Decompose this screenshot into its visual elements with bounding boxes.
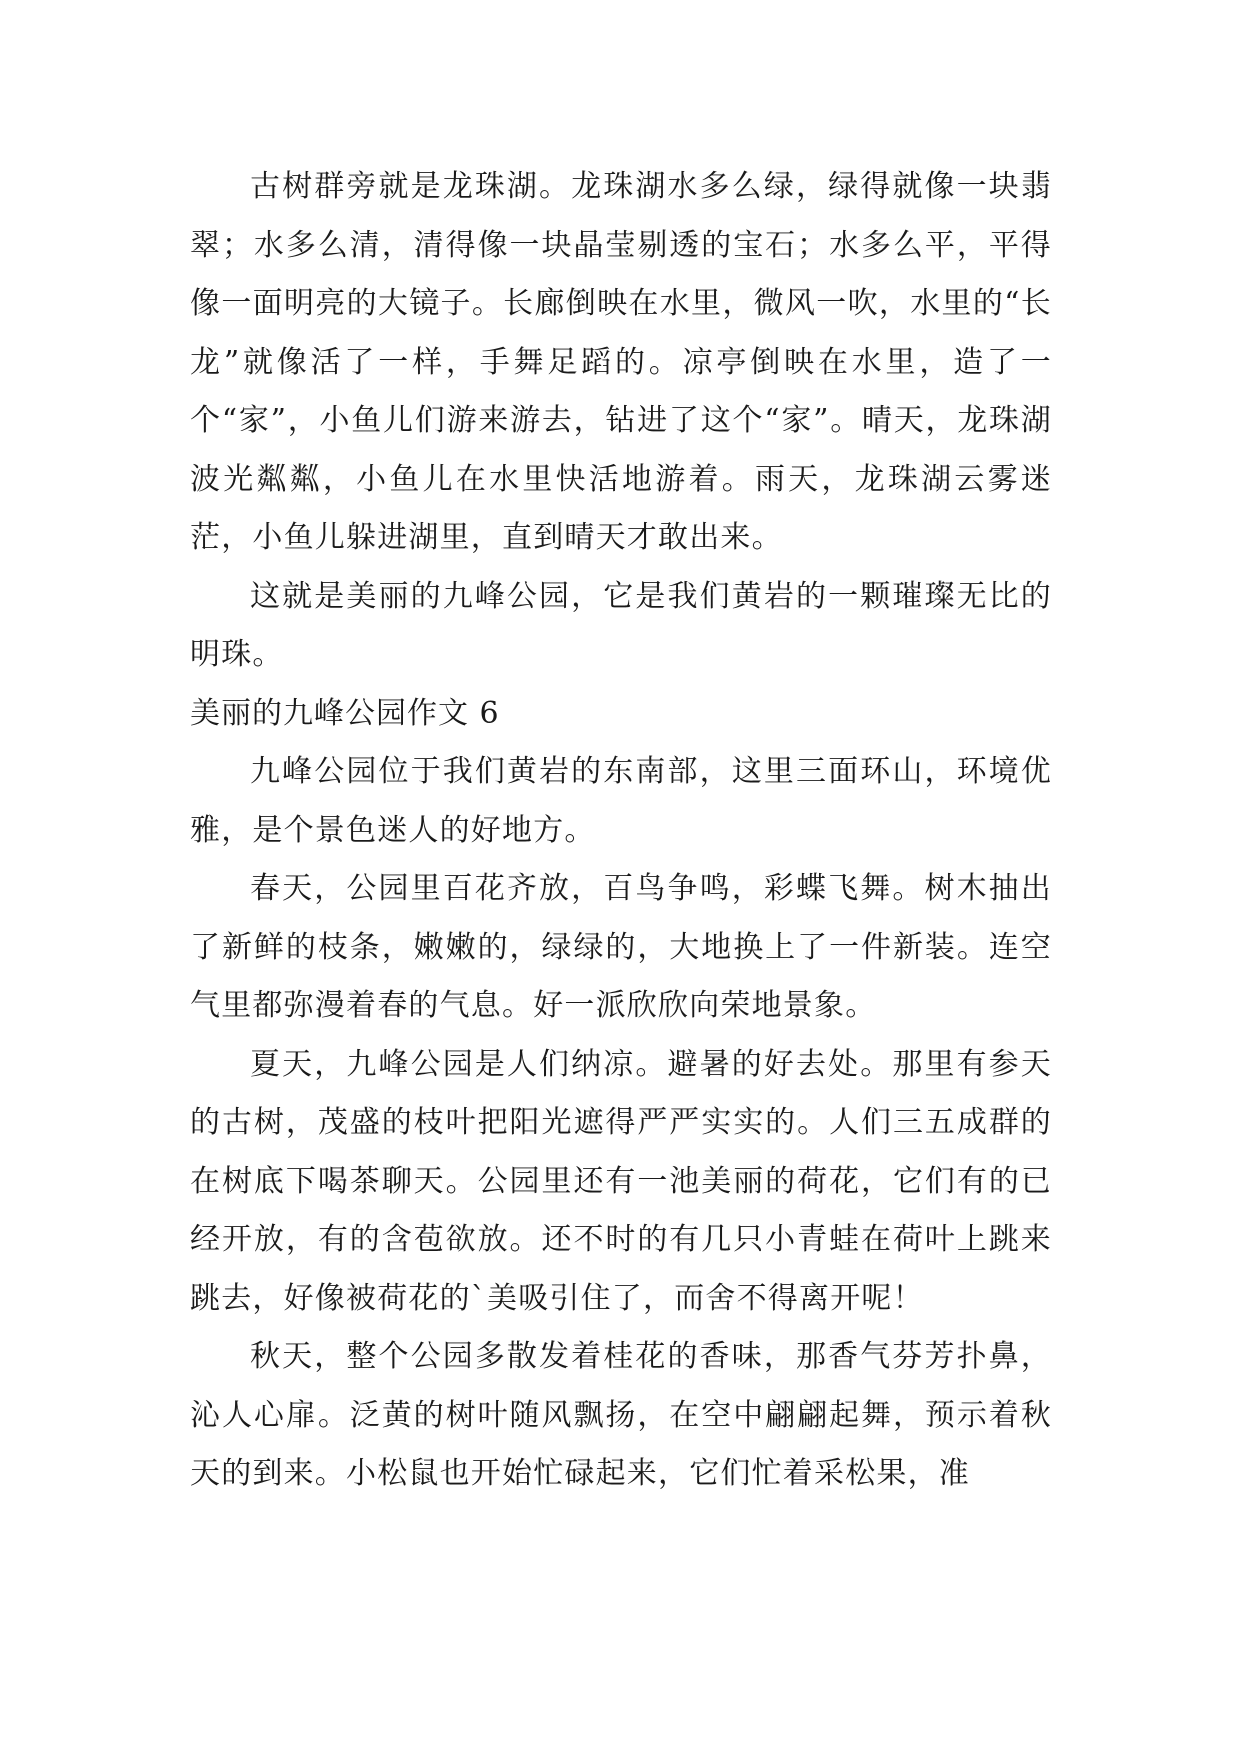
paragraph-spring: 春天，公园里百花齐放，百鸟争鸣，彩蝶飞舞。树木抽出了新鲜的枝条，嫩嫩的，绿绿的，大地换上了一件新装。连空气里都弥漫着春的气息。好一派欣欣向荣地景象。 <box>190 871 1052 1023</box>
paragraph-conclusion: 这就是美丽的九峰公园，它是我们黄岩的一颗璀璨无比的明珠。 <box>190 578 1052 672</box>
paragraph-summer: 夏天，九峰公园是人们纳凉。避暑的好去处。那里有参天的古树，茂盛的枝叶把阳光遮得严严实实的。人们三五成群的在树底下喝茶聊天。公园里还有一池美丽的荷花，它们有的已经开放，有的含苞欲放。还不时的有几只小青蛙在荷叶上跳来跳去，好像被荷花的`美吸引住了，而舍不得离开呢！ <box>190 1046 1052 1316</box>
essay-heading: 美丽的九峰公园作文 6 <box>190 695 500 731</box>
paragraph-longzhu-lake: 古树群旁就是龙珠湖。龙珠湖水多么绿，绿得就像一块翡翠；水多么清，清得像一块晶莹剔透的宝石；水多么平，平得像一面明亮的大镜子。长廊倒映在水里，微风一吹，水里的“长龙”就像活了一样，手舞足蹈的。凉亭倒映在水里，造了一个“家”，小鱼儿们游来游去，钻进了这个“家”。晴天，龙珠湖波光粼粼，小鱼儿在水里快活地游着。雨天，龙珠湖云雾迷茫，小鱼儿躲进湖里，直到晴天才敢出来。 <box>190 169 1052 555</box>
document-page <box>190 158 1052 1504</box>
paragraph-intro: 九峰公园位于我们黄岩的东南部，这里三面环山，环境优雅，是个景色迷人的好地方。 <box>190 754 1052 848</box>
paragraph-autumn: 秋天，整个公园多散发着桂花的香味，那香气芬芳扑鼻，沁人心扉。泛黄的树叶随风飘扬，在空中翩翩起舞，预示着秋天的到来。小松鼠也开始忙碌起来，它们忙着采松果，准 <box>190 1339 1052 1491</box>
